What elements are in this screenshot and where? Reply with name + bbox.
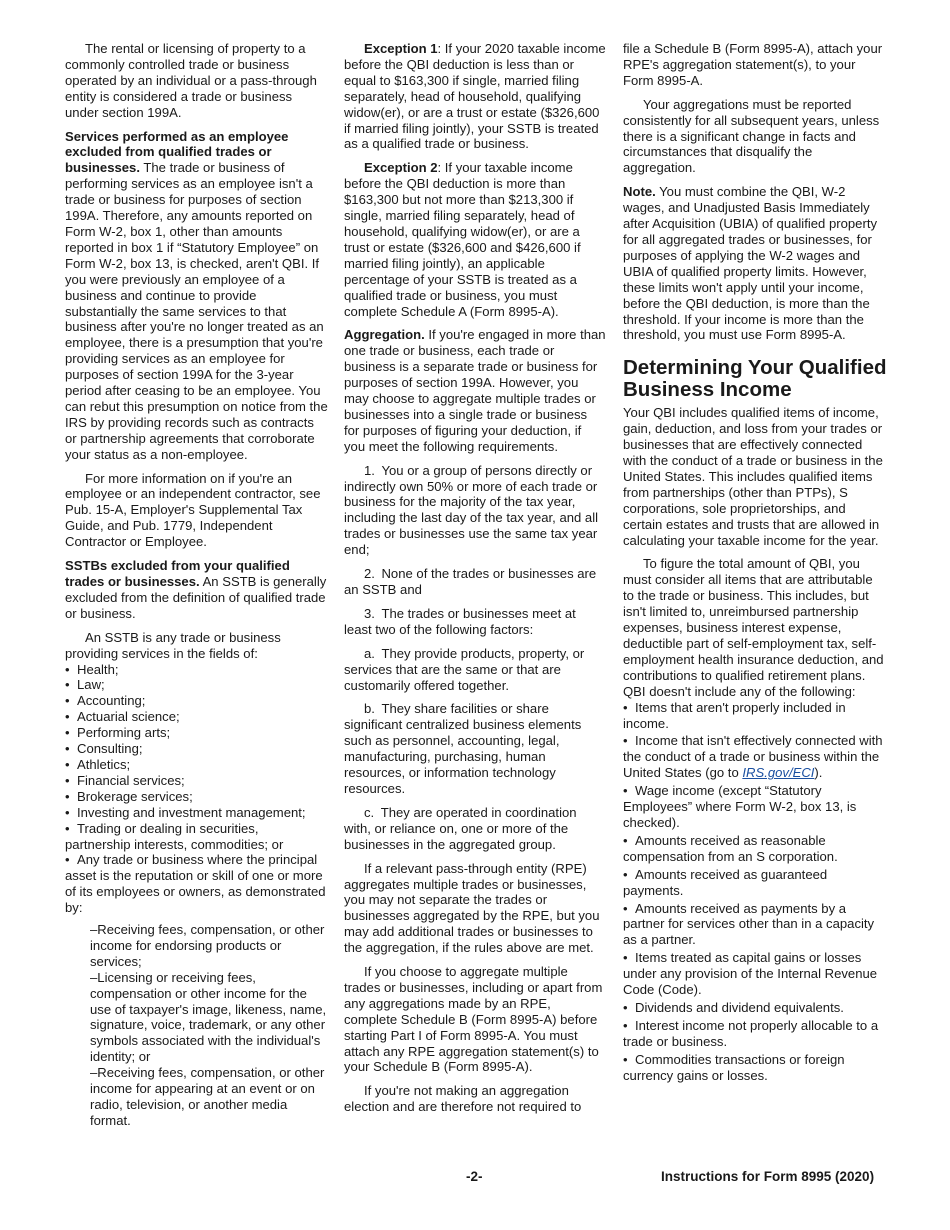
list-item: • Interest income not properly allocable to a trade or business. [623, 1017, 879, 1049]
list-item: • Items that aren't properly included in income. [623, 699, 846, 731]
text-aggregation: If you're engaged in more than one trade or business, each trade or business is a separate trade or business for purposes of section 199A. However, you may choose to aggregate multiple trades or businesses into a single trade or business for purposes of figuring your deduction, if you meet the following requirements. [344, 327, 606, 454]
paragraph-consistent: Your aggregations must be reported consistently for all subsequent years, unless there is a significant change in facts and circumstances that disqualify the aggregation. [623, 96, 880, 176]
list-item: • Athletics; [65, 756, 131, 772]
dash-item: –Licensing or receiving fees, compensation or other income for the use of taxpayer's image, likeness, name, signature, voice, trademark, or any other symbols associated with the individual's identity; or [90, 969, 327, 1065]
paragraph-qbi-intro: Your QBI includes qualified items of income, gain, deduction, and loss from your trades or businesses that are effectively connected with the conduct of a trade or business in the United States. This includes qualified items from partnerships (other than PTPs), S corporations, sole proprietorships, and certain estates and trusts that are allowed in calculating your taxable income for the year. [623, 405, 883, 548]
list-item: • Accounting; [65, 693, 146, 709]
column-3 [623, 41, 887, 1085]
list-item: • Items treated as capital gains or losses under any provision of the Internal Revenue Code (Code). [623, 950, 878, 998]
label-exception-1: Exception 1 [364, 41, 438, 56]
paragraph-sstb-any: An SSTB is any trade or business providing services in the fields of: [65, 629, 281, 661]
qbi-exclusions-list [623, 700, 887, 1084]
paragraph-more-info: For more information on if you're an employee or an independent contractor, see Pub. 15-A, Employer's Supplemental Tax Guide, and Pub. 1779, Independent Contractor or Employee. [65, 470, 321, 550]
dash-item: –Receiving fees, compensation, or other income for endorsing products or services; [90, 922, 325, 969]
list-item: • Dividends and dividend equivalents. [623, 999, 844, 1015]
factor-a: a. They provide products, property, or services that are the same or that are customarily offered together. [344, 645, 585, 693]
text-exception-1: : If your 2020 taxable income before the QBI deduction is less than or equal to $163,300 if single, married filing separately, head of household, qualifying widow(er), or are a trust or estate ($326,600 if married filing jointly), your SSTB is treated as a qualified trade or business. [344, 41, 606, 152]
paragraph-rpe: If a relevant pass-through entity (RPE) aggregates multiple trades or businesses, you may not separate the trades or businesses aggregated by the RPE, but you may add additional trades or businesses to the aggregation, if the rules above are met. [344, 860, 600, 956]
paragraph-rental: The rental or licensing of property to a commonly controlled trade or business operated by an individual or a pass-through entity is considered a trade or business under section 199A. [65, 41, 317, 120]
heading-services-employee: Services performed as an employee excluded from qualified trades or businesses. [65, 128, 289, 176]
paragraph-services-employee [65, 129, 329, 463]
list-item: • Commodities transactions or foreign currency gains or losses. [623, 1051, 845, 1083]
text-services-employee: The trade or business of performing services as an employee isn't a trade or business for purposes of section 199A. Therefore, any amounts reported on Form W-2, box 1, other than amounts reported in box 1 if “Statutory Employee” on Form W-2, box 13, is checked, aren't QBI. If you were previously an employee of a business and continue to provide substantially the same services to that business after you're no longer treated as an employee, there is a presumption that you're providing services as an employee for purposes of section 199A for the 3-year period after ceasing to be an employee. You can rebut this presumption on notice from the IRS by providing records such as contracts or partnership agreements that corroborate your status as a non-employee. [65, 160, 328, 462]
dash-item: –Receiving fees, compensation, or other income for appearing at an event or on radio, television, or another media format. [90, 1065, 325, 1128]
factor-c: c. They are operated in coordination with, or reliance on, one or more of the businesses in the aggregated group. [344, 804, 577, 852]
paragraph-not-making: If you're not making an aggregation election and are therefore not required to [344, 1083, 582, 1115]
paragraph-choose-aggregate: If you choose to aggregate multiple trades or businesses, including or apart from any aggregations made by an RPE, complete Schedule B (Form 8995-A) before starting Part I of Form 8995-A. You must attach any RPE aggregation statement(s) to your Schedule B (Form 8995-A). [344, 964, 603, 1075]
requirement-1: 1. You or a group of persons directly or indirectly own 50% or more of each trade or business for the majority of the tax year, including the last day of the tax year, and all trades or businesses use the same tax year end; [344, 462, 599, 558]
paragraph-continuation: file a Schedule B (Form 8995-A), attach your RPE's aggregation statement(s), to your Form 8995-A. [623, 41, 883, 88]
list-item: • Trading or dealing in securities, partnership interests, commodities; or [65, 820, 284, 852]
label-exception-2: Exception 2 [364, 160, 438, 176]
reputation-examples [90, 922, 329, 1129]
list-item: • Amounts received as guaranteed payments. [623, 866, 828, 898]
list-item: • Investing and investment management; [65, 804, 306, 820]
heading-sstb: SSTBs excluded from your qualified trades or businesses. [65, 558, 290, 589]
factor-b: b. They share facilities or share significant centralized business elements such as personnel, accounting, legal, manufacturing, purchasing, human resources, or information technology resources. [344, 701, 582, 796]
paragraph-sstb [65, 558, 329, 622]
sstb-fields-list [65, 662, 329, 917]
page-number: -2- [466, 1169, 483, 1184]
paragraph-exception-2 [344, 160, 606, 319]
text-exception-2: : If your taxable income before the QBI deduction is more than $163,300 but not more than $213,300 if single, married filing separately, head of household, qualifying widow(er), or are a trust or estate ($326,600 and $426,600 if married filing jointly), an applicable percentage of your SSTB is treated as a qualified trade or business, you must complete Schedule A (Form 8995-A). [344, 160, 581, 319]
list-item: • Performing arts; [65, 725, 171, 741]
requirement-2: 2. None of the trades or businesses are an SSTB and [344, 566, 597, 597]
text-note: You must combine the QBI, W-2 wages, and Unadjusted Basis Immediately after Acquisition (UBIA) of qualified property for all aggregated trades or businesses, for purposes of applying the W-2 wages and UBIA of qualified property limits. However, these limits won't apply until your income, before the QBI deduction, is more than the threshold. If your income is more than the threshold, you must use Form 8995-A. [623, 184, 877, 343]
paragraph-aggregation [344, 327, 606, 454]
list-item: • Actuarial science; [65, 709, 180, 725]
list-item: • Financial services; [65, 772, 185, 788]
list-item: • Brokerage services; [65, 788, 193, 804]
label-note: Note. [623, 184, 656, 200]
paragraph-total-qbi: To figure the total amount of QBI, you must consider all items that are attributable to the trade or business. This includes, but isn't limited to, unreimbursed partnership expenses, business interest expense, deductible part of self-employment tax, self-employment health insurance deduction, and contributions to qualified retirement plans. QBI doesn't include any of the following: [623, 556, 884, 699]
list-item: • Income that isn't effectively connected with the conduct of a trade or business within the United States (go to IRS.gov/ECI). [623, 733, 883, 781]
paragraph-note [623, 184, 887, 343]
heading-aggregation: Aggregation. [344, 327, 425, 343]
requirement-3: 3. The trades or businesses meet at least two of the following factors: [344, 605, 576, 637]
irs-eci-link[interactable]: IRS.gov/ECI [742, 765, 815, 781]
column-1 [65, 41, 329, 1129]
list-item: • Law; [65, 677, 105, 693]
list-item: • Wage income (except “Statutory Employees” where Form W-2, box 13, is checked). [623, 783, 857, 830]
list-item: • Health; [65, 661, 119, 677]
list-item: • Amounts received as reasonable compensation from an S corporation. [623, 832, 838, 864]
column-2 [344, 41, 606, 1123]
list-item: • Consulting; [65, 741, 143, 757]
form-title-footer: Instructions for Form 8995 (2020) [661, 1169, 875, 1184]
list-item: • Amounts received as payments by a partner for services other than in a capacity as a partner. [623, 900, 875, 948]
text-sstb: An SSTB is generally excluded from the definition of qualified trade or business. [65, 574, 327, 621]
paragraph-exception-1 [344, 41, 606, 152]
section-heading-determining-qbi: Determining Your Qualified Business Income [623, 356, 887, 402]
list-item: • Any trade or business where the principal asset is the reputation or skill of one or more of its employees or owners, as demonstrated by: [65, 852, 326, 916]
